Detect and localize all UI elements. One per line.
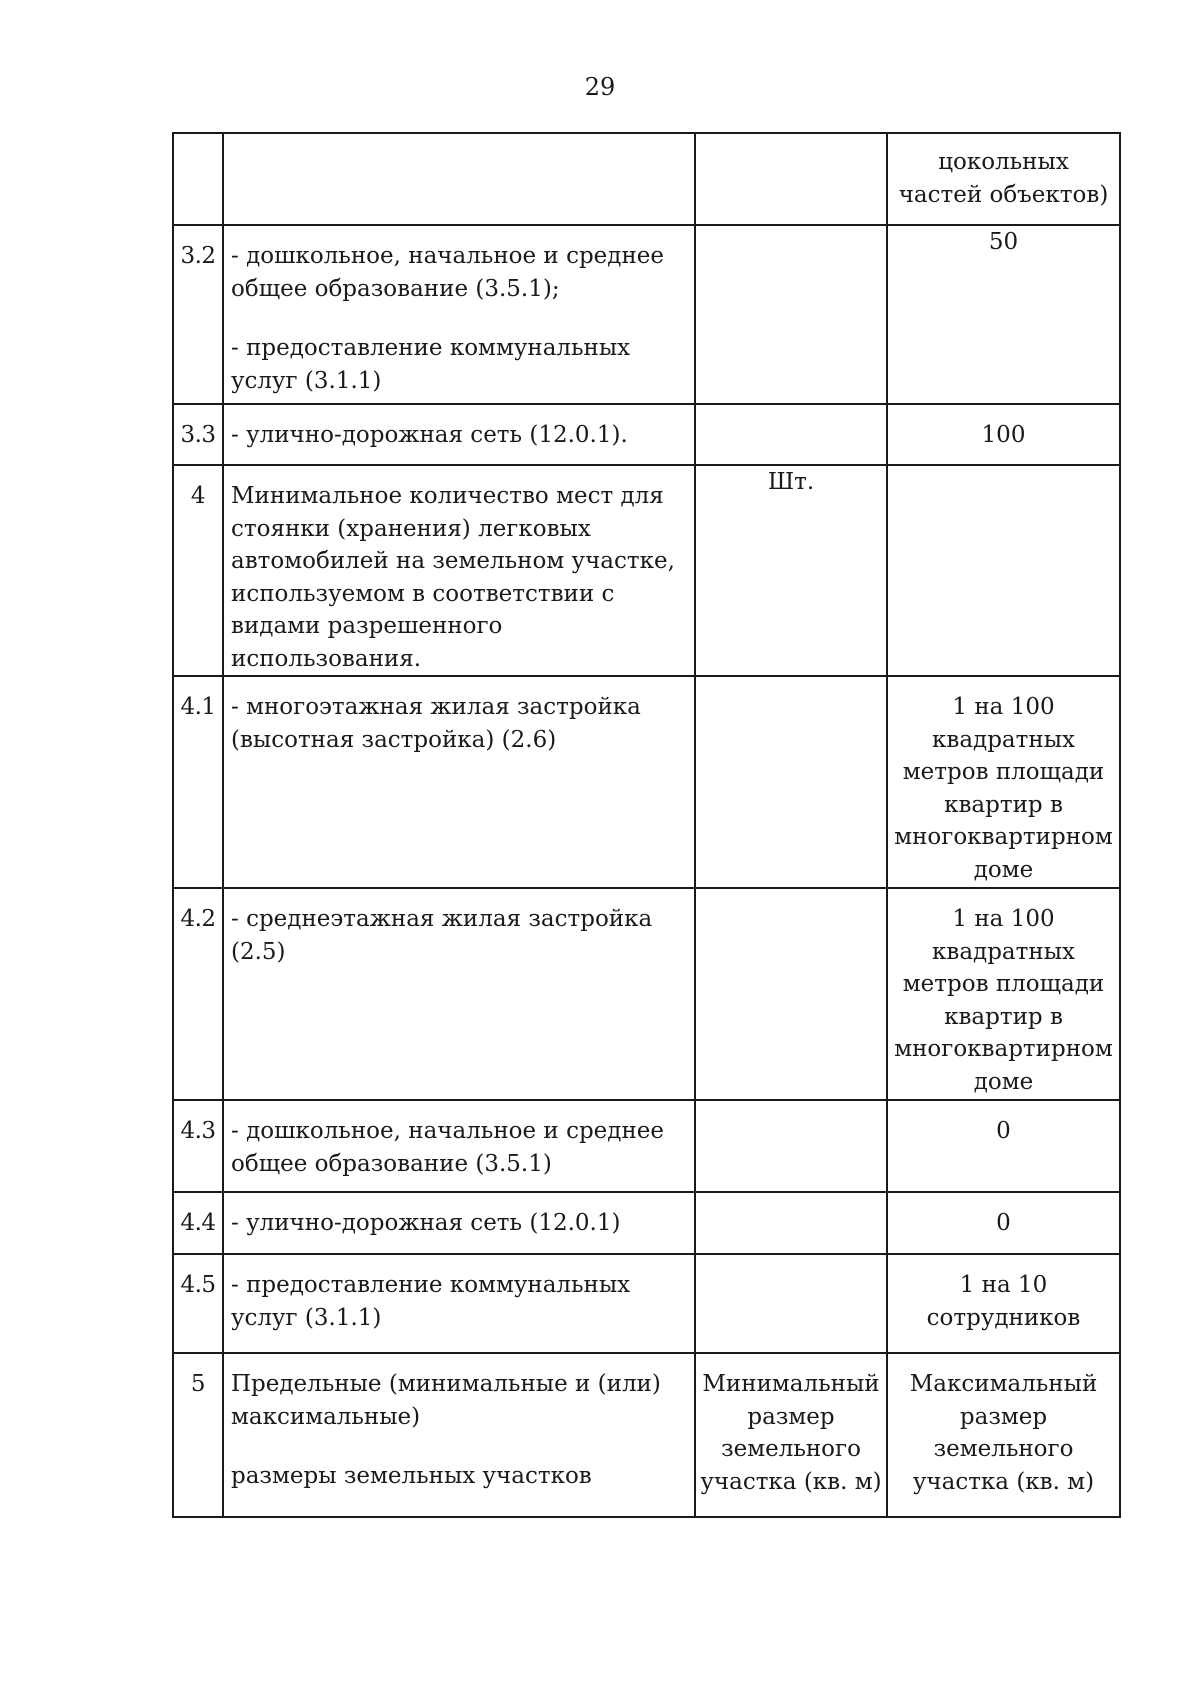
unit-line: размер: [747, 1403, 835, 1430]
row-value-cell: [887, 225, 1120, 404]
page-number: 29: [584, 73, 616, 101]
row-number-cell: 4.5: [173, 1254, 223, 1353]
row-value-cell: [887, 465, 1120, 676]
row-value-cell: [887, 1353, 1120, 1517]
value-line: многоквартирном: [894, 1036, 1113, 1062]
name-paragraph: - многоэтажная жилая застройка (высотная застройка) (2.6): [231, 694, 641, 753]
value-line: квадратных: [932, 938, 1075, 965]
value-line: земельного: [933, 1436, 1074, 1462]
unit-line: Минимальный: [702, 1371, 880, 1397]
value-line: цокольных: [938, 149, 1069, 175]
row-name-cell: [223, 676, 695, 888]
value-line: доме: [973, 856, 1034, 883]
row-number-cell: 4.4: [173, 1192, 223, 1254]
row-unit-cell: [695, 888, 887, 1100]
row-number-cell: 4.3: [173, 1100, 223, 1192]
row-unit-cell: [695, 1100, 887, 1192]
row-unit-cell: [695, 133, 887, 225]
value-line: метров площади: [902, 759, 1105, 785]
row-number-cell: 5: [173, 1353, 223, 1517]
row-name-cell: [223, 225, 695, 404]
row-value-cell: [887, 676, 1120, 888]
value-line: 100: [981, 422, 1026, 448]
row-value-cell: [887, 1100, 1120, 1192]
table-row: [173, 1254, 1120, 1353]
row-number-cell: 3.3: [173, 404, 223, 465]
unit-line: земельного: [721, 1436, 861, 1462]
row-number-cell: 4: [173, 465, 223, 676]
value-line: 50: [988, 229, 1019, 255]
value-line: квартир в: [944, 791, 1063, 818]
value-line: размер: [959, 1403, 1048, 1430]
row-name-cell: [223, 1353, 695, 1517]
name-paragraph: - предоставление коммунальных услуг (3.1.1): [231, 335, 631, 394]
row-unit-cell: [695, 676, 887, 888]
value-line: 0: [996, 1210, 1011, 1236]
row-name-cell: [223, 1100, 695, 1192]
value-line: 0: [996, 1118, 1011, 1144]
row-number-cell: 3.2: [173, 225, 223, 404]
name-paragraph: Минимальное количество мест для стоянки (хранения) легковых автомобилей на земельном участке, используемом в соответствии с видами разрешенного использования.: [231, 483, 675, 672]
row-number-cell: 4.2: [173, 888, 223, 1100]
table-row: [173, 225, 1120, 404]
value-line: Максимальный: [909, 1371, 1098, 1397]
name-paragraph: размеры земельных участков: [231, 1463, 592, 1489]
unit-line: участка (кв. м): [700, 1468, 882, 1495]
value-line: метров площади: [902, 971, 1105, 997]
table-row: [173, 404, 1120, 465]
row-value-cell: [887, 888, 1120, 1100]
value-line: 1 на 100: [952, 694, 1055, 720]
row-value-cell: [887, 1254, 1120, 1353]
name-paragraph: - дошкольное, начальное и среднее общее образование (3.5.1): [231, 1118, 665, 1177]
name-paragraph: Предельные (минимальные и (или) максимальные): [231, 1371, 661, 1430]
row-number-cell: 4.1: [173, 676, 223, 888]
row-unit-cell: [695, 1192, 887, 1254]
row-number-cell: [173, 133, 223, 225]
table-row: [173, 1353, 1120, 1517]
table-row: [173, 133, 1120, 225]
row-name-cell: [223, 888, 695, 1100]
value-line: 1 на 100: [952, 906, 1055, 932]
row-value-cell: [887, 133, 1120, 225]
row-unit-cell: Шт.: [695, 465, 887, 676]
row-name-cell: [223, 465, 695, 676]
value-line: участка (кв. м): [912, 1468, 1095, 1495]
row-unit-cell: [695, 225, 887, 404]
row-name-cell: [223, 1254, 695, 1353]
value-line: многоквартирном: [894, 824, 1113, 850]
value-line: квартир в: [944, 1003, 1063, 1030]
table-row: [173, 1100, 1120, 1192]
row-value-cell: [887, 404, 1120, 465]
table-row: [173, 676, 1120, 888]
table-row: [173, 465, 1120, 676]
value-line: частей объектов): [898, 181, 1109, 208]
row-name-cell: [223, 133, 695, 225]
value-line: квадратных: [932, 726, 1075, 753]
value-line: 1 на 10: [959, 1272, 1048, 1298]
table-row: [173, 888, 1120, 1100]
row-value-cell: [887, 1192, 1120, 1254]
requirements-table: [172, 132, 1121, 1518]
name-paragraph: - дошкольное, начальное и среднее общее образование (3.5.1);: [231, 243, 665, 302]
name-paragraph: - улично-дорожная сеть (12.0.1).: [231, 422, 628, 448]
row-unit-cell: [695, 1353, 887, 1517]
row-unit-cell: [695, 404, 887, 465]
value-line: сотрудников: [926, 1304, 1081, 1331]
name-paragraph: - среднеэтажная жилая застройка (2.5): [231, 906, 653, 965]
table-row: [173, 1192, 1120, 1254]
name-paragraph: - предоставление коммунальных услуг (3.1.1): [231, 1272, 631, 1331]
row-unit-cell: [695, 1254, 887, 1353]
row-name-cell: [223, 1192, 695, 1254]
name-paragraph: - улично-дорожная сеть (12.0.1): [231, 1210, 621, 1236]
value-line: доме: [973, 1068, 1034, 1095]
row-name-cell: [223, 404, 695, 465]
